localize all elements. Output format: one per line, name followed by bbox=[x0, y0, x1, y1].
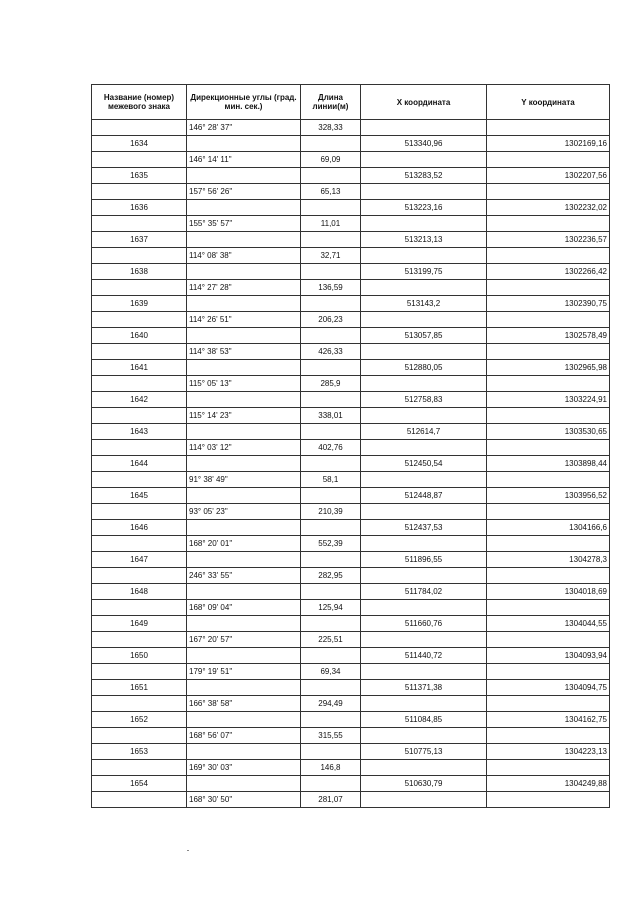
cell-line-length: 206,23 bbox=[301, 312, 361, 328]
cell-direction-angle: 146° 14' 11" bbox=[187, 152, 301, 168]
cell-y-coordinate bbox=[487, 344, 610, 360]
cell-x-coordinate: 513283,52 bbox=[361, 168, 487, 184]
cell-y-coordinate: 1302236,57 bbox=[487, 232, 610, 248]
cell-line-length: 146,8 bbox=[301, 760, 361, 776]
cell-x-coordinate: 512880,05 bbox=[361, 360, 487, 376]
cell-y-coordinate bbox=[487, 792, 610, 808]
cell-marker-name bbox=[92, 632, 187, 648]
cell-marker-name: 1652 bbox=[92, 712, 187, 728]
table-row-point bbox=[92, 520, 610, 536]
cell-direction-angle: 115° 05' 13" bbox=[187, 376, 301, 392]
cell-direction-angle: 114° 26' 51" bbox=[187, 312, 301, 328]
table-row-point bbox=[92, 456, 610, 472]
cell-y-coordinate: 1304044,55 bbox=[487, 616, 610, 632]
cell-line-length: 315,55 bbox=[301, 728, 361, 744]
table-row-point bbox=[92, 552, 610, 568]
cell-marker-name bbox=[92, 120, 187, 136]
cell-direction-angle bbox=[187, 200, 301, 216]
cell-y-coordinate: 1304018,69 bbox=[487, 584, 610, 600]
cell-x-coordinate bbox=[361, 600, 487, 616]
cell-y-coordinate: 1303898,44 bbox=[487, 456, 610, 472]
cell-line-length bbox=[301, 392, 361, 408]
cell-line-length bbox=[301, 680, 361, 696]
table-row-segment bbox=[92, 728, 610, 744]
cell-x-coordinate bbox=[361, 568, 487, 584]
cell-marker-name bbox=[92, 216, 187, 232]
cell-y-coordinate bbox=[487, 472, 610, 488]
cell-direction-angle: 93° 05' 23" bbox=[187, 504, 301, 520]
cell-direction-angle: 246° 33' 55" bbox=[187, 568, 301, 584]
cell-y-coordinate: 1302266,42 bbox=[487, 264, 610, 280]
cell-x-coordinate: 512450,54 bbox=[361, 456, 487, 472]
cell-direction-angle bbox=[187, 520, 301, 536]
cell-line-length bbox=[301, 520, 361, 536]
cell-y-coordinate bbox=[487, 152, 610, 168]
cell-marker-name bbox=[92, 536, 187, 552]
cell-line-length: 402,76 bbox=[301, 440, 361, 456]
cell-y-coordinate bbox=[487, 760, 610, 776]
table-row-segment bbox=[92, 120, 610, 136]
table-row-segment bbox=[92, 760, 610, 776]
header-y-coordinate: Y координата bbox=[487, 85, 610, 120]
table-row-point bbox=[92, 424, 610, 440]
cell-direction-angle: 169° 30' 03" bbox=[187, 760, 301, 776]
cell-marker-name bbox=[92, 568, 187, 584]
table-row-point bbox=[92, 648, 610, 664]
cell-x-coordinate bbox=[361, 408, 487, 424]
cell-x-coordinate: 512448,87 bbox=[361, 488, 487, 504]
cell-x-coordinate bbox=[361, 792, 487, 808]
boundary-coordinates-table bbox=[91, 84, 610, 808]
cell-line-length: 69,34 bbox=[301, 664, 361, 680]
cell-marker-name: 1654 bbox=[92, 776, 187, 792]
cell-y-coordinate bbox=[487, 632, 610, 648]
cell-line-length bbox=[301, 712, 361, 728]
table-row-segment bbox=[92, 792, 610, 808]
cell-x-coordinate: 511440,72 bbox=[361, 648, 487, 664]
table-header-row bbox=[92, 85, 610, 120]
table-row-segment bbox=[92, 280, 610, 296]
cell-x-coordinate: 510775,13 bbox=[361, 744, 487, 760]
cell-y-coordinate bbox=[487, 664, 610, 680]
cell-direction-angle: 115° 14' 23" bbox=[187, 408, 301, 424]
table-body bbox=[92, 120, 610, 808]
cell-line-length bbox=[301, 648, 361, 664]
cell-direction-angle bbox=[187, 552, 301, 568]
cell-x-coordinate bbox=[361, 280, 487, 296]
cell-marker-name bbox=[92, 408, 187, 424]
cell-y-coordinate: 1303956,52 bbox=[487, 488, 610, 504]
cell-line-length: 11,01 bbox=[301, 216, 361, 232]
cell-direction-angle: 168° 56' 07" bbox=[187, 728, 301, 744]
cell-x-coordinate: 511084,85 bbox=[361, 712, 487, 728]
cell-line-length: 285,9 bbox=[301, 376, 361, 392]
cell-x-coordinate: 511784,02 bbox=[361, 584, 487, 600]
cell-marker-name: 1645 bbox=[92, 488, 187, 504]
cell-line-length bbox=[301, 584, 361, 600]
cell-marker-name bbox=[92, 600, 187, 616]
cell-marker-name bbox=[92, 248, 187, 264]
cell-x-coordinate bbox=[361, 344, 487, 360]
cell-y-coordinate bbox=[487, 376, 610, 392]
cell-marker-name bbox=[92, 312, 187, 328]
table-row-segment bbox=[92, 600, 610, 616]
cell-y-coordinate bbox=[487, 408, 610, 424]
table-row-segment bbox=[92, 344, 610, 360]
cell-line-length: 225,51 bbox=[301, 632, 361, 648]
cell-marker-name: 1641 bbox=[92, 360, 187, 376]
cell-x-coordinate bbox=[361, 376, 487, 392]
cell-y-coordinate: 1302578,49 bbox=[487, 328, 610, 344]
table-row-segment bbox=[92, 504, 610, 520]
table-row-segment bbox=[92, 440, 610, 456]
cell-marker-name bbox=[92, 376, 187, 392]
cell-x-coordinate bbox=[361, 472, 487, 488]
table-row-segment bbox=[92, 664, 610, 680]
cell-marker-name: 1650 bbox=[92, 648, 187, 664]
cell-y-coordinate: 1302390,75 bbox=[487, 296, 610, 312]
cell-direction-angle bbox=[187, 744, 301, 760]
cell-x-coordinate: 510630,79 bbox=[361, 776, 487, 792]
cell-direction-angle bbox=[187, 424, 301, 440]
cell-direction-angle: 114° 08' 38" bbox=[187, 248, 301, 264]
cell-line-length: 136,59 bbox=[301, 280, 361, 296]
table-row-point bbox=[92, 616, 610, 632]
cell-marker-name: 1636 bbox=[92, 200, 187, 216]
cell-direction-angle bbox=[187, 712, 301, 728]
table-row-segment bbox=[92, 184, 610, 200]
header-marker-name: Название (номер) межевого знака bbox=[92, 85, 187, 120]
cell-marker-name: 1637 bbox=[92, 232, 187, 248]
cell-y-coordinate: 1302232,02 bbox=[487, 200, 610, 216]
table-row-point bbox=[92, 296, 610, 312]
cell-x-coordinate: 511371,38 bbox=[361, 680, 487, 696]
cell-marker-name bbox=[92, 440, 187, 456]
table-row-point bbox=[92, 744, 610, 760]
cell-line-length bbox=[301, 360, 361, 376]
cell-marker-name bbox=[92, 760, 187, 776]
cell-x-coordinate bbox=[361, 696, 487, 712]
cell-line-length: 294,49 bbox=[301, 696, 361, 712]
cell-x-coordinate: 513340,96 bbox=[361, 136, 487, 152]
cell-y-coordinate: 1302207,56 bbox=[487, 168, 610, 184]
cell-line-length bbox=[301, 232, 361, 248]
cell-y-coordinate bbox=[487, 728, 610, 744]
cell-x-coordinate bbox=[361, 504, 487, 520]
cell-y-coordinate: 1304094,75 bbox=[487, 680, 610, 696]
cell-direction-angle: 114° 27' 28" bbox=[187, 280, 301, 296]
cell-x-coordinate bbox=[361, 760, 487, 776]
cell-x-coordinate: 513213,13 bbox=[361, 232, 487, 248]
cell-line-length: 210,39 bbox=[301, 504, 361, 520]
cell-direction-angle: 114° 38' 53" bbox=[187, 344, 301, 360]
cell-line-length bbox=[301, 424, 361, 440]
table-row-segment bbox=[92, 312, 610, 328]
cell-line-length bbox=[301, 200, 361, 216]
table-row-point bbox=[92, 392, 610, 408]
table-row-segment bbox=[92, 536, 610, 552]
cell-marker-name: 1648 bbox=[92, 584, 187, 600]
cell-direction-angle bbox=[187, 296, 301, 312]
cell-direction-angle: 155° 35' 57" bbox=[187, 216, 301, 232]
cell-line-length: 328,33 bbox=[301, 120, 361, 136]
cell-y-coordinate: 1302169,16 bbox=[487, 136, 610, 152]
cell-line-length bbox=[301, 136, 361, 152]
cell-y-coordinate bbox=[487, 504, 610, 520]
cell-x-coordinate: 511896,55 bbox=[361, 552, 487, 568]
cell-marker-name: 1651 bbox=[92, 680, 187, 696]
cell-direction-angle bbox=[187, 648, 301, 664]
cell-x-coordinate bbox=[361, 120, 487, 136]
cell-marker-name: 1649 bbox=[92, 616, 187, 632]
cell-x-coordinate: 512758,83 bbox=[361, 392, 487, 408]
cell-line-length: 69,09 bbox=[301, 152, 361, 168]
cell-line-length bbox=[301, 616, 361, 632]
cell-line-length: 426,33 bbox=[301, 344, 361, 360]
cell-direction-angle bbox=[187, 392, 301, 408]
cell-y-coordinate: 1304093,94 bbox=[487, 648, 610, 664]
cell-y-coordinate: 1304249,88 bbox=[487, 776, 610, 792]
cell-y-coordinate: 1304278,3 bbox=[487, 552, 610, 568]
cell-line-length: 32,71 bbox=[301, 248, 361, 264]
cell-direction-angle: 157° 56' 26" bbox=[187, 184, 301, 200]
cell-line-length bbox=[301, 168, 361, 184]
cell-direction-angle bbox=[187, 168, 301, 184]
cell-marker-name bbox=[92, 664, 187, 680]
cell-y-coordinate bbox=[487, 600, 610, 616]
cell-marker-name: 1638 bbox=[92, 264, 187, 280]
table-row-point bbox=[92, 200, 610, 216]
cell-y-coordinate: 1303224,91 bbox=[487, 392, 610, 408]
cell-line-length: 58,1 bbox=[301, 472, 361, 488]
cell-x-coordinate bbox=[361, 152, 487, 168]
cell-y-coordinate bbox=[487, 696, 610, 712]
cell-marker-name bbox=[92, 472, 187, 488]
cell-marker-name: 1642 bbox=[92, 392, 187, 408]
cell-direction-angle: 146° 28' 37" bbox=[187, 120, 301, 136]
cell-y-coordinate bbox=[487, 184, 610, 200]
cell-y-coordinate bbox=[487, 312, 610, 328]
cell-x-coordinate: 511660,76 bbox=[361, 616, 487, 632]
cell-direction-angle bbox=[187, 232, 301, 248]
cell-direction-angle bbox=[187, 584, 301, 600]
cell-direction-angle bbox=[187, 456, 301, 472]
cell-marker-name: 1634 bbox=[92, 136, 187, 152]
cell-line-length bbox=[301, 744, 361, 760]
cell-y-coordinate: 1304162,75 bbox=[487, 712, 610, 728]
table-row-segment bbox=[92, 216, 610, 232]
cell-y-coordinate: 1304223,13 bbox=[487, 744, 610, 760]
header-direction-angle: Дирекционные углы (град. мин. сек.) bbox=[187, 85, 301, 120]
table-row-point bbox=[92, 360, 610, 376]
table-row-point bbox=[92, 264, 610, 280]
cell-marker-name bbox=[92, 792, 187, 808]
table-row-point bbox=[92, 712, 610, 728]
cell-x-coordinate: 512437,53 bbox=[361, 520, 487, 536]
cell-x-coordinate bbox=[361, 184, 487, 200]
table-row-segment bbox=[92, 696, 610, 712]
cell-marker-name: 1643 bbox=[92, 424, 187, 440]
cell-direction-angle: 114° 03' 12" bbox=[187, 440, 301, 456]
cell-x-coordinate bbox=[361, 248, 487, 264]
cell-direction-angle bbox=[187, 776, 301, 792]
cell-marker-name: 1646 bbox=[92, 520, 187, 536]
cell-direction-angle: 168° 30' 50" bbox=[187, 792, 301, 808]
cell-line-length bbox=[301, 552, 361, 568]
cell-direction-angle bbox=[187, 328, 301, 344]
table-row-segment bbox=[92, 472, 610, 488]
cell-direction-angle: 168° 09' 04" bbox=[187, 600, 301, 616]
cell-y-coordinate bbox=[487, 568, 610, 584]
cell-x-coordinate: 513199,75 bbox=[361, 264, 487, 280]
cell-marker-name bbox=[92, 152, 187, 168]
cell-y-coordinate bbox=[487, 440, 610, 456]
cell-marker-name bbox=[92, 728, 187, 744]
header-x-coordinate: X координата bbox=[361, 85, 487, 120]
table-row-point bbox=[92, 584, 610, 600]
table-row-segment bbox=[92, 408, 610, 424]
cell-x-coordinate: 513143,2 bbox=[361, 296, 487, 312]
scan-speck bbox=[187, 850, 189, 851]
cell-direction-angle bbox=[187, 616, 301, 632]
cell-line-length: 65,13 bbox=[301, 184, 361, 200]
cell-marker-name: 1639 bbox=[92, 296, 187, 312]
cell-x-coordinate bbox=[361, 728, 487, 744]
cell-line-length bbox=[301, 488, 361, 504]
cell-marker-name: 1635 bbox=[92, 168, 187, 184]
header-line-length: Длина линии(м) bbox=[301, 85, 361, 120]
cell-marker-name bbox=[92, 280, 187, 296]
cell-marker-name: 1653 bbox=[92, 744, 187, 760]
cell-direction-angle: 166° 38' 58" bbox=[187, 696, 301, 712]
cell-x-coordinate: 513223,16 bbox=[361, 200, 487, 216]
cell-direction-angle: 168° 20' 01" bbox=[187, 536, 301, 552]
cell-marker-name: 1640 bbox=[92, 328, 187, 344]
table-row-segment bbox=[92, 152, 610, 168]
cell-marker-name bbox=[92, 504, 187, 520]
table-row-point bbox=[92, 488, 610, 504]
cell-y-coordinate bbox=[487, 216, 610, 232]
cell-y-coordinate: 1304166,6 bbox=[487, 520, 610, 536]
cell-y-coordinate bbox=[487, 120, 610, 136]
cell-x-coordinate bbox=[361, 536, 487, 552]
table-row-segment bbox=[92, 568, 610, 584]
cell-line-length: 338,01 bbox=[301, 408, 361, 424]
cell-line-length: 282,95 bbox=[301, 568, 361, 584]
table-row-point bbox=[92, 232, 610, 248]
cell-direction-angle bbox=[187, 488, 301, 504]
table-row-point bbox=[92, 776, 610, 792]
cell-x-coordinate bbox=[361, 664, 487, 680]
cell-direction-angle: 167° 20' 57" bbox=[187, 632, 301, 648]
cell-direction-angle bbox=[187, 360, 301, 376]
cell-marker-name bbox=[92, 696, 187, 712]
cell-line-length: 125,94 bbox=[301, 600, 361, 616]
cell-marker-name bbox=[92, 184, 187, 200]
cell-line-length bbox=[301, 264, 361, 280]
cell-line-length bbox=[301, 776, 361, 792]
cell-x-coordinate bbox=[361, 440, 487, 456]
cell-direction-angle bbox=[187, 264, 301, 280]
cell-y-coordinate: 1302965,98 bbox=[487, 360, 610, 376]
cell-x-coordinate: 513057,85 bbox=[361, 328, 487, 344]
table-row-point bbox=[92, 168, 610, 184]
table-row-segment bbox=[92, 248, 610, 264]
table-row-segment bbox=[92, 632, 610, 648]
cell-line-length bbox=[301, 328, 361, 344]
cell-line-length: 281,07 bbox=[301, 792, 361, 808]
cell-x-coordinate bbox=[361, 312, 487, 328]
cell-direction-angle bbox=[187, 680, 301, 696]
table-row-segment bbox=[92, 376, 610, 392]
cell-y-coordinate: 1303530,65 bbox=[487, 424, 610, 440]
cell-x-coordinate bbox=[361, 216, 487, 232]
cell-line-length bbox=[301, 296, 361, 312]
table-row-point bbox=[92, 328, 610, 344]
cell-x-coordinate bbox=[361, 632, 487, 648]
cell-x-coordinate: 512614,7 bbox=[361, 424, 487, 440]
cell-marker-name: 1644 bbox=[92, 456, 187, 472]
cell-direction-angle: 179° 19' 51" bbox=[187, 664, 301, 680]
cell-y-coordinate bbox=[487, 280, 610, 296]
cell-line-length bbox=[301, 456, 361, 472]
table-row-point bbox=[92, 680, 610, 696]
cell-line-length: 552,39 bbox=[301, 536, 361, 552]
cell-direction-angle: 91° 38' 49" bbox=[187, 472, 301, 488]
cell-direction-angle bbox=[187, 136, 301, 152]
cell-marker-name: 1647 bbox=[92, 552, 187, 568]
cell-y-coordinate bbox=[487, 248, 610, 264]
cell-y-coordinate bbox=[487, 536, 610, 552]
table-row-point bbox=[92, 136, 610, 152]
cell-marker-name bbox=[92, 344, 187, 360]
